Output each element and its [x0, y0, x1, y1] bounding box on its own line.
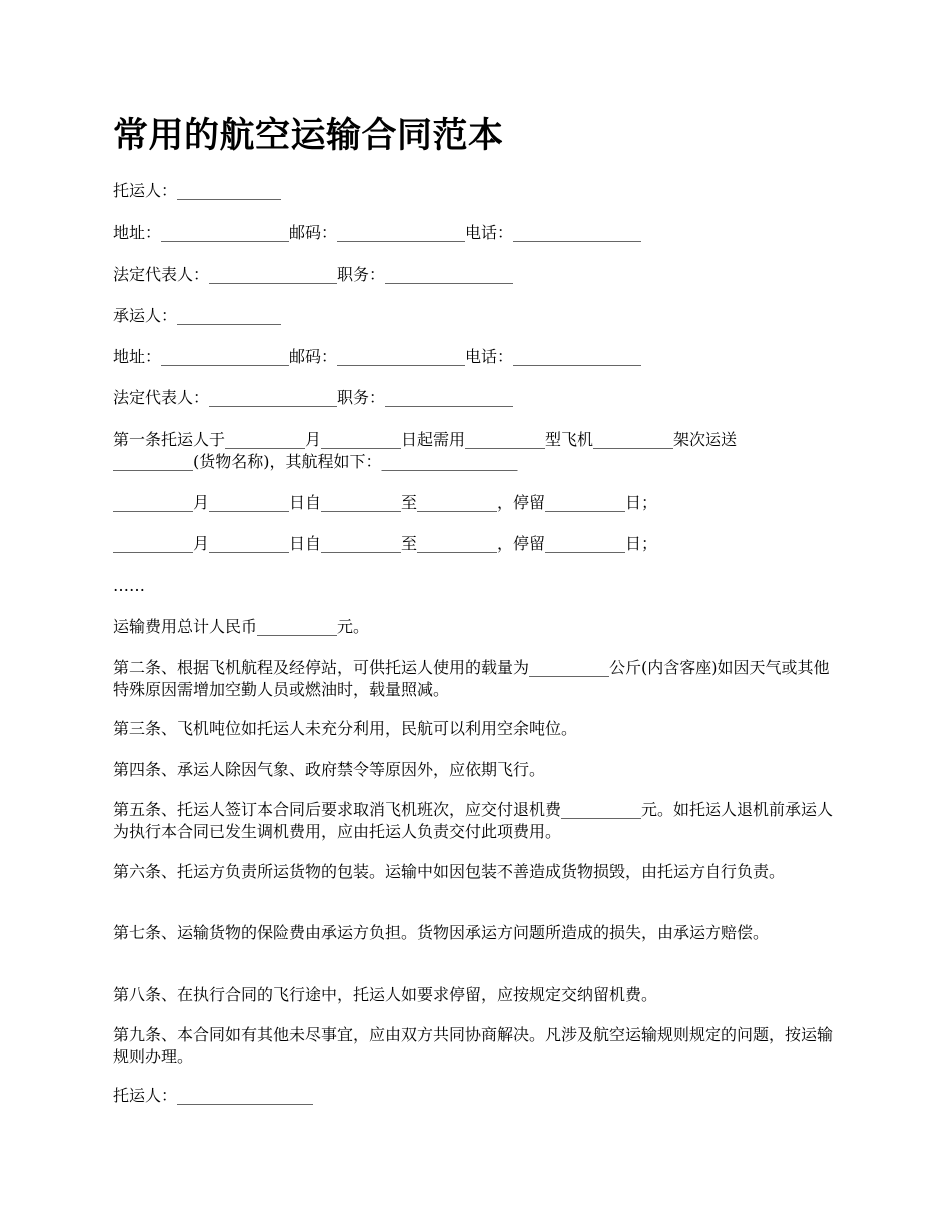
- shipper-representative-line: 法定代表人：________________职务：________________: [113, 265, 514, 284]
- route-line-1: __________月__________日自__________至__________，停留__________日；: [113, 493, 658, 512]
- clause-8: 第八条、在执行合同的飞行途中，托运人如要求停留，应按规定交纳留机费。: [113, 985, 658, 1004]
- carrier-name-line: 承运人：_____________: [113, 306, 282, 325]
- clause-3: 第三条、飞机吨位如托运人未充分利用，民航可以利用空余吨位。: [113, 719, 578, 738]
- clause-7: 第七条、运输货物的保险费由承运方负担。货物因承运方问题所造成的损失，由承运方赔偿。: [113, 923, 770, 942]
- clause-5: 第五条、托运人签订本合同后要求取消飞机班次，应交付退机费__________元。如托运人退机前承运人为执行本合同已发生调机费用，应由托运人负责交付此项费用。: [113, 800, 834, 841]
- total-fee-line: 运输费用总计人民币__________元。: [113, 617, 370, 636]
- page-title: 常用的航空运输合同范本: [113, 116, 504, 156]
- clause-4: 第四条、承运人除因气象、政府禁令等原因外，应依期飞行。: [113, 760, 546, 779]
- clause-1: 第一条托运人于__________月__________日起需用__________型飞机__________架次运送__________(货物名称)，其航程如下：_________________: [113, 430, 738, 471]
- carrier-representative-line: 法定代表人：________________职务：________________: [113, 388, 514, 407]
- shipper-signature-line: 托运人：_________________: [113, 1086, 314, 1105]
- clause-2: 第二条、根据飞机航程及经停站，可供托运人使用的载量为__________公斤(内含客座)如因天气或其他特殊原因需增加空勤人员或燃油时，载量照减。: [113, 658, 830, 699]
- ellipsis-line: ……: [113, 576, 145, 595]
- clause-6: 第六条、托运方负责所运货物的包装。运输中如因包装不善造成货物损毁，由托运方自行负责。: [113, 862, 786, 881]
- shipper-name-line: 托运人：_____________: [113, 181, 282, 200]
- carrier-address-line: 地址：________________邮码：________________电话：________________: [113, 347, 642, 366]
- route-line-2: __________月__________日自__________至__________，停留__________日；: [113, 534, 658, 553]
- clause-9: 第九条、本合同如有其他未尽事宜，应由双方共同协商解决。凡涉及航空运输规则规定的问题，按运输规则办理。: [113, 1025, 834, 1066]
- shipper-address-line: 地址：________________邮码：________________电话：________________: [113, 223, 642, 242]
